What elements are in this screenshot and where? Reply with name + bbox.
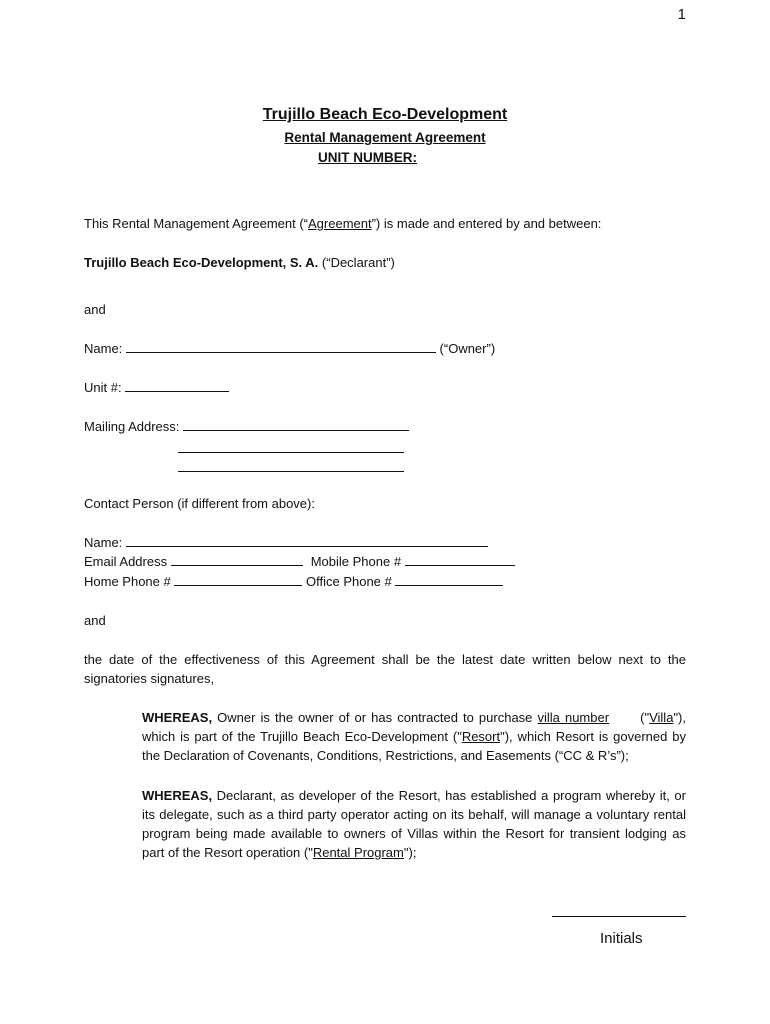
declarant-name: Trujillo Beach Eco-Development, S. A.	[84, 255, 319, 270]
owner-suffix: (“Owner”)	[439, 341, 496, 356]
villa-term: Villa	[649, 710, 674, 725]
email-row	[84, 552, 515, 571]
mobile-phone-field[interactable]	[405, 552, 515, 566]
intro-paragraph: This Rental Management Agreement (“Agreement”) is made and entered by and between:	[84, 216, 602, 231]
whereas-paragraph-2: WHEREAS, Declarant, as developer of the Resort, has established a program whereby it, or its delegate, such as a third party operator acting on its behalf, will manage a voluntary rental program being made available to owners of Villas within the Resort for transient lodging as part of the Resort operation ("Rental Program");	[142, 788, 686, 860]
contact-name-label: Name:	[84, 535, 123, 550]
and-connector-2: and	[84, 613, 106, 628]
effective-date-paragraph: the date of the effectiveness of this Agreement shall be the latest date written below next to the signatories signatures,	[84, 652, 686, 686]
contact-heading: Contact Person (if different from above):	[84, 496, 315, 511]
unit-number-line	[318, 150, 459, 165]
contact-name-row	[84, 533, 488, 552]
initials-label: Initials	[600, 930, 643, 947]
agreement-term: Agreement	[308, 216, 372, 231]
whereas-lead-2: WHEREAS,	[142, 788, 213, 803]
mailing-address-row	[84, 417, 409, 436]
unit-row	[84, 378, 229, 397]
email-field[interactable]	[171, 552, 303, 566]
whereas-lead-1: WHEREAS,	[142, 710, 213, 725]
page-number: 1	[677, 6, 686, 23]
email-label: Email Address	[84, 554, 168, 569]
whereas-paragraph-1: WHEREAS, Owner is the owner of or has contracted to purchase villa number ("Villa"), which is part of the Trujillo Beach Eco-Development ("Resort"), which Resort is governed by the Declaration of Covenants, Conditions, Restrictions, and Easements (“CC & R’s”);	[142, 710, 687, 763]
unit-field[interactable]	[125, 378, 229, 392]
mobile-phone-label: Mobile Phone #	[310, 554, 402, 569]
owner-name-row	[84, 339, 495, 358]
mailing-address-field-1[interactable]	[183, 417, 409, 431]
office-phone-label: Office Phone #	[305, 574, 392, 589]
office-phone-field[interactable]	[395, 572, 503, 586]
contact-name-field[interactable]	[126, 533, 488, 547]
and-connector: and	[84, 302, 106, 317]
declarant-role: (“Declarant”)	[318, 255, 395, 270]
unit-number-label: UNIT NUMBER:	[318, 150, 417, 165]
mailing-address-label: Mailing Address:	[84, 419, 180, 434]
resort-term: Resort	[461, 729, 501, 744]
home-phone-label: Home Phone #	[84, 574, 171, 589]
home-phone-field[interactable]	[174, 572, 302, 586]
mailing-address-field-2[interactable]	[178, 452, 404, 453]
rental-program-term: Rental Program	[312, 845, 404, 860]
mailing-address-field-3[interactable]	[178, 471, 404, 472]
unit-label: Unit #:	[84, 380, 122, 395]
owner-name-label: Name:	[84, 341, 123, 356]
declarant-line	[84, 253, 395, 272]
document-title: Trujillo Beach Eco-Development	[262, 106, 508, 123]
villa-number-blank: villa number	[537, 710, 610, 725]
document-subtitle: Rental Management Agreement	[284, 130, 486, 145]
home-phone-row	[84, 572, 503, 591]
owner-name-field[interactable]	[126, 339, 436, 353]
initials-field[interactable]	[552, 916, 686, 917]
